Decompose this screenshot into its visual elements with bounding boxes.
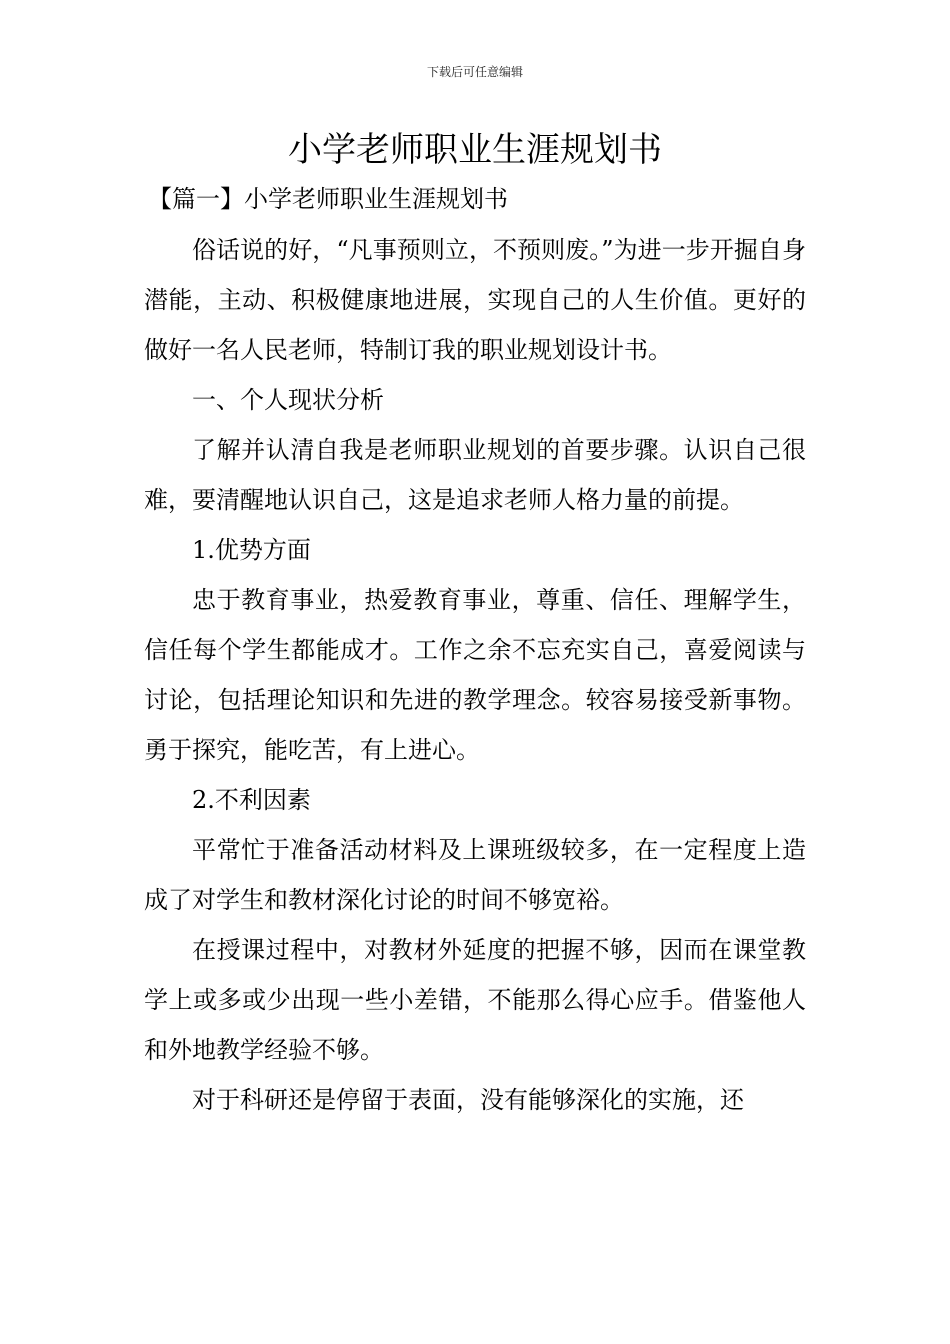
paragraph: 平常忙于准备活动材料及上课班级较多，在一定程度上造成了对学生和教材深化讨论的时间不够宽裕。 — [144, 836, 806, 914]
paragraph: 俗话说的好，“凡事预则立，不预则废。”为进一步开掘自身潜能，主动、积极健康地进展，实现自己的人生价值。更好的做好一名人民老师，特制订我的职业规划设计书。 — [144, 236, 806, 364]
document-title: 小学老师职业生涯规划书 — [288, 130, 662, 170]
paragraph: 1.优势方面 — [192, 536, 311, 564]
paragraph: 2.不利因素 — [192, 786, 311, 814]
paragraph: 在授课过程中，对教材外延度的把握不够，因而在课堂教学上或多或少出现一些小差错，不能那么得心应手。借鉴他人和外地教学经验不够。 — [144, 936, 806, 1064]
paragraph: 了解并认清自我是老师职业规划的首要步骤。认识自己很难，要清醒地认识自己，这是追求老师人格力量的前提。 — [144, 436, 806, 514]
document-body — [144, 225, 806, 1125]
paragraph: 对于科研还是停留于表面，没有能够深化的实施，还 — [192, 1086, 744, 1114]
paragraph: 一、个人现状分析 — [192, 386, 384, 414]
paragraph: 忠于教育事业，热爱教育事业，尊重、信任、理解学生，信任每个学生都能成才。工作之余不忘充实自己，喜爱阅读与讨论，包括理论知识和先进的教学理念。较容易接受新事物。勇于探究，能吃苦，有上进心。 — [144, 586, 806, 764]
header-note: 下载后可任意编辑 — [426, 65, 523, 79]
section-heading: 【篇一】小学老师职业生涯规划书 — [148, 185, 508, 213]
